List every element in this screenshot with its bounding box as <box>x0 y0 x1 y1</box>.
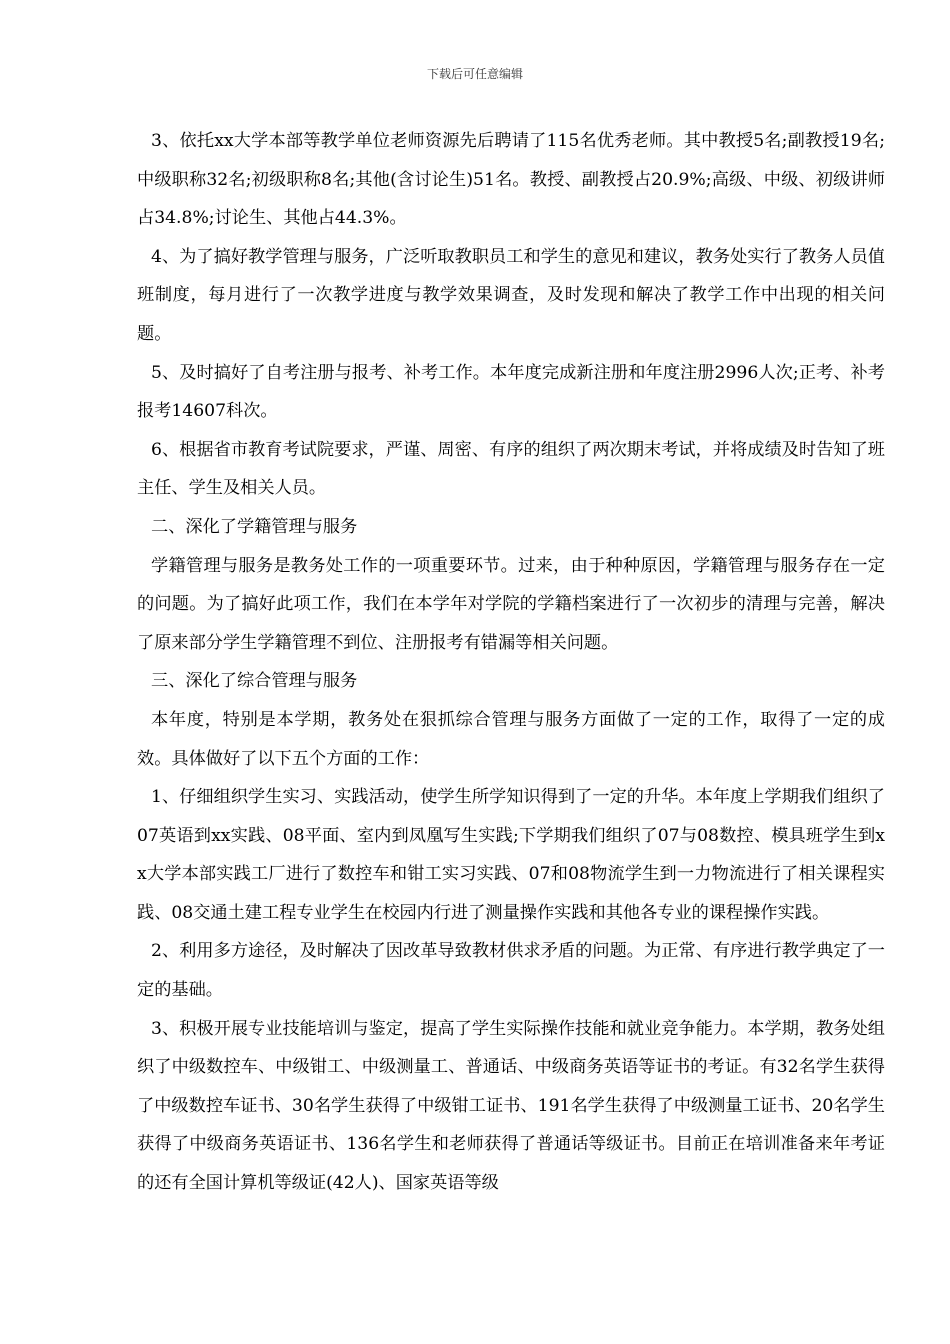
paragraph-item-2-textbooks: 2、利用多方途径，及时解决了因改革导致教材供求矛盾的问题。为正常、有序进行教学典定了一定的基础。 <box>137 941 885 1001</box>
paragraph-item-1-practice: 1、仔细组织学生实习、实践活动，使学生所学知识得到了一定的升华。本年度上学期我们组织了07英语到xx实践、08平面、室内到凤凰写生实践;下学期我们组织了07与08数控、模具班学生到xx大学本部实践工厂进行了数控车和钳工实习实践、07和08物流学生到一力物流进行了相关课程实践、08交通土建工程专业学生在校园内行进了测量操作实践和其他各专业的课程操作实践。 <box>137 787 885 923</box>
page-header: 下载后可任意编辑 <box>426 67 523 81</box>
paragraph-comprehensive-intro: 本年度，特别是本学期，教务处在狠抓综合管理与服务方面做了一定的工作，取得了一定的成效。具体做好了以下五个方面的工作： <box>137 709 885 769</box>
paragraph-student-records: 学籍管理与服务是教务处工作的一项重要环节。过来，由于种种原因，学籍管理与服务存在一定的问题。为了搞好此项工作，我们在本学年对学院的学籍档案进行了一次初步的清理与完善，解决了原来部分学生学籍管理不到位、注册报考有错漏等相关问题。 <box>137 555 885 653</box>
paragraph-item-6-exams: 6、根据省市教育考试院要求，严谨、周密、有序的组织了两次期末考试，并将成绩及时告知了班主任、学生及相关人员。 <box>137 439 885 499</box>
document-body <box>137 122 885 1203</box>
section-heading-comprehensive: 三、深化了综合管理与服务 <box>151 671 358 692</box>
paragraph-item-4-duty: 4、为了搞好教学管理与服务，广泛听取教职员工和学生的意见和建议，教务处实行了教务人员值班制度，每月进行了一次教学进度与教学效果调查，及时发现和解决了教学工作中出现的相关问题。 <box>137 246 885 344</box>
paragraph-item-3-skills: 3、积极开展专业技能培训与鉴定，提高了学生实际操作技能和就业竞争能力。本学期，教务处组织了中级数控车、中级钳工、中级测量工、普通话、中级商务英语等证书的考证。有32名学生获得了中级数控车证书、30名学生获得了中级钳工证书、191名学生获得了中级测量工证书、20名学生获得了中级商务英语证书、136名学生和老师获得了普通话等级证书。目前正在培训准备来年考证的还有全国计算机等级证(42人)、国家英语等级 <box>137 1018 885 1194</box>
paragraph-item-5-registration: 5、及时搞好了自考注册与报考、补考工作。本年度完成新注册和年度注册2996人次;正考、补考报考14607科次。 <box>137 362 885 422</box>
section-heading-student-records: 二、深化了学籍管理与服务 <box>151 516 358 537</box>
paragraph-item-3-faculty: 3、依托xx大学本部等教学单位老师资源先后聘请了115名优秀老师。其中教授5名;副教授19名;中级职称32名;初级职称8名;其他(含讨论生)51名。教授、副教授占20.9%;高级、中级、初级讲师占34.8%;讨论生、其他占44.3%。 <box>137 131 885 229</box>
